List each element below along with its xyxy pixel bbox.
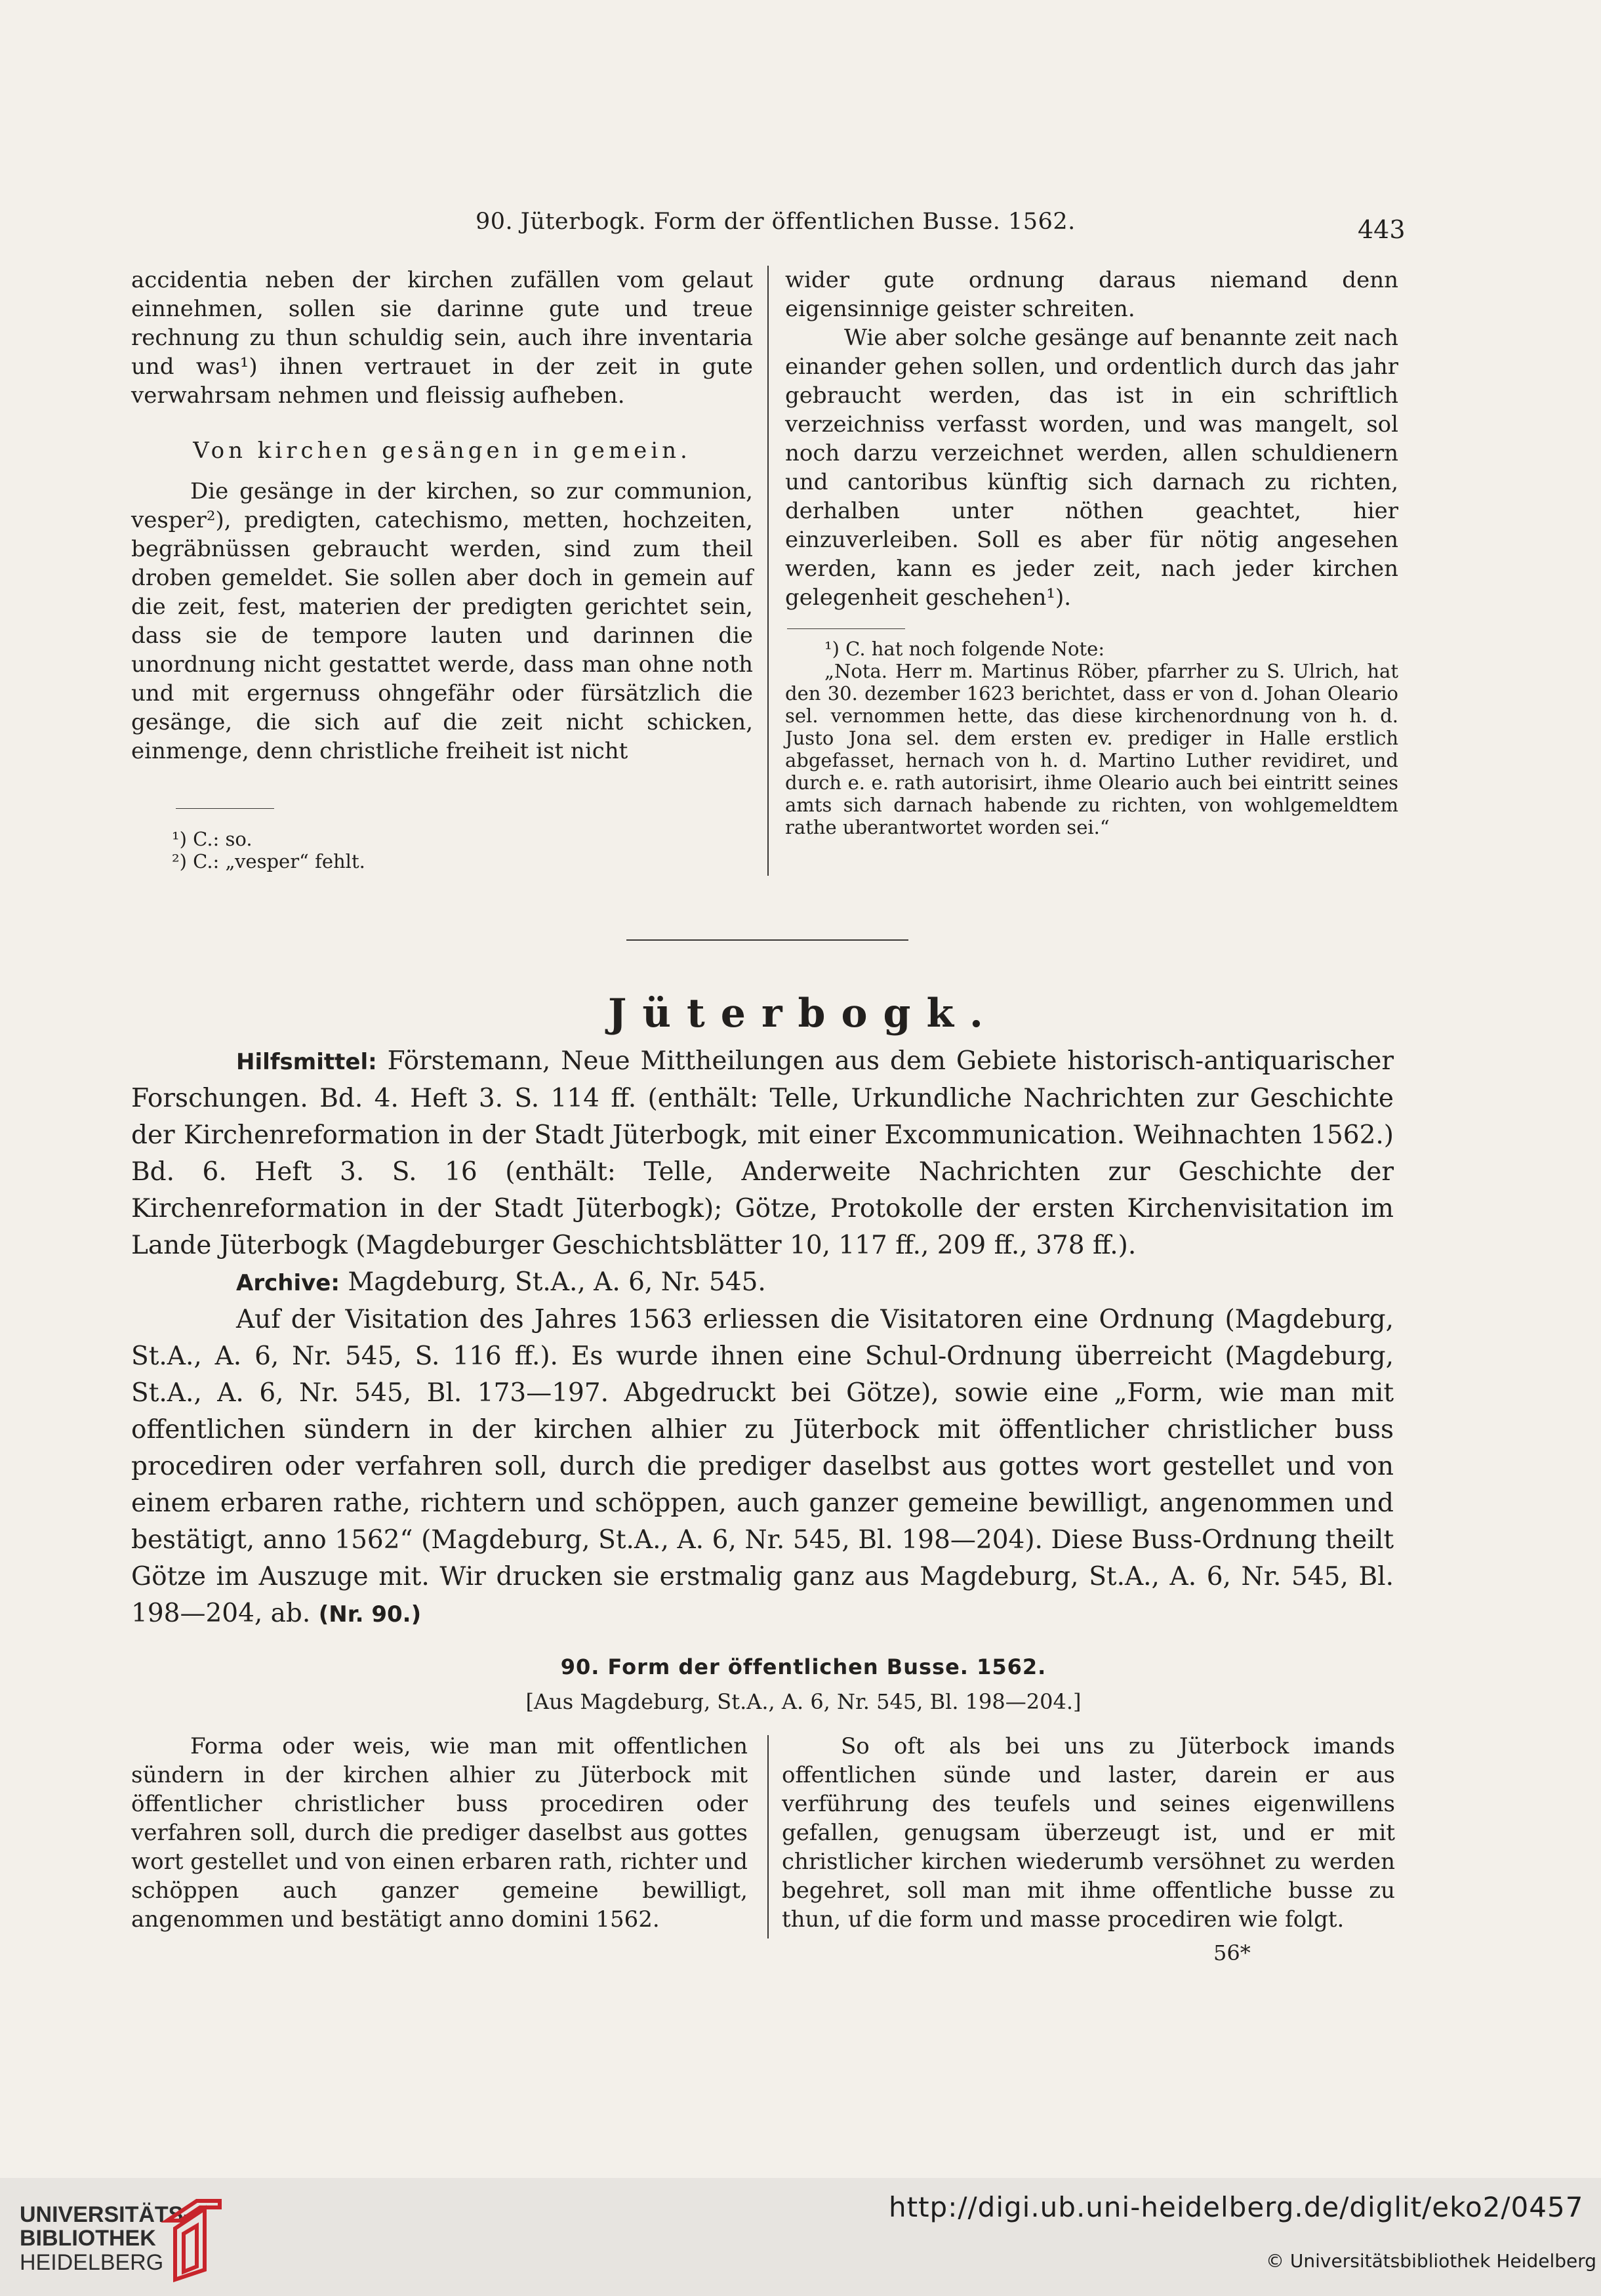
footnote-divider: [787, 628, 905, 629]
footnote: ²) C.: „vesper“ fehlt.: [172, 850, 365, 872]
library-name-line1: UNIVERSITÄTS-: [20, 2202, 191, 2227]
right-paragraph: Wie aber solche gesänge auf benannte zeit nach einander gehen sollen, und ordentlich durch das jahr gebraucht werden, das ist in ein schriftlich verzeichniss verfasst worden, und was mangelt, sol noch darzu verzeichnet werden, allen schuldienern und cantoribus künftig sich darnach zu richten, derhalben unter nöthen geachtet, hier einzuverleiben. Soll es aber für nötig angesehen werden, kann es jeder zeit, nach jeder kirchen gelegenheit geschehen¹).: [785, 325, 1398, 611]
archive-paragraph: [131, 1264, 1394, 1302]
library-logo-icon: [161, 2194, 226, 2283]
footnote-divider: [176, 808, 274, 809]
section-body: [131, 1043, 1394, 1633]
library-city: HEIDELBERG: [20, 2250, 164, 2275]
left-column: [131, 266, 753, 766]
footnote: ¹) C.: so.: [172, 828, 253, 850]
intro-paragraph: [131, 1302, 1394, 1633]
left-paragraph: accidentia neben der kirchen zufällen vom gelaut einnehmen, sollen sie darinne gute und treue rechnung zu thun schuldig sein, auch ihre inventaria und was¹) ihnen vertrauet in der zeit in gute verwahrsam nehmen und fleissig aufheben.: [131, 267, 753, 409]
left-paragraph: Die gesänge in der kirchen, so zur communion, vesper²), predigten, catechismo, metten, hochzeiten, begräbnüssen gebraucht werden, sind zum theil droben gemeldet. Sie sollen aber doch in gemein auf die zeit, fest, materien der predigten gerichtet sein, dass sie de tempore lauten und darinnen die unordnung nicht gestattet werde, dass man ohne noth und mit ergernuss ohngefähr oder fürsätzlich die gesänge, die sich auf die zeit nicht schicken, einmenge, denn christliche freiheit ist nicht: [131, 478, 753, 764]
left-footnotes: [172, 828, 749, 872]
page-number: 443: [1358, 215, 1406, 244]
document-title: 90. Form der öffentlichen Busse. 1562.: [560, 1654, 1047, 1679]
hilfsmittel-text: Förstemann, Neue Mittheilungen aus dem Gebiete historisch-antiquarischer Forschungen. Bd. 4. Heft 3. S. 114 ff. (enthält: Telle, Urkundliche Nachrichten zur Geschichte der Kirchenreformation in der Stadt Jüterbogk, mit einer Excommunication. Weihnachten 1562.) Bd. 6. Heft 3. S. 16 (enthält: Telle, Anderweite Nachrichten zur Geschichte der Kirchenreformation in der Stadt Jüterbogk); Götze, Protokolle der ersten Kirchenvisitation im Lande Jüterbogk (Magdeburger Geschichtsblätter 10, 117 ff., 209 ff., 378 ff.).: [131, 1046, 1394, 1260]
footnote: ¹) C. hat noch folgende Note:: [824, 638, 1105, 660]
footnote: „Nota. Herr m. Martinus Röber, pfarrher zu S. Ulrich, hat den 30. dezember 1623 berichtet, dass er von d. Johan Oleario sel. vernommen hette, das diese kirchenordnung von h. d. Justo Jona sel. dem ersten ev. prediger in Halle erstlich abgefasset, hernach von h. d. Martino Luther revidiret, und durch e. e. rath autorisirt, ihme Oleario auch bei eintritt seines amts sich darnach habende zu richten, von wohlgemeldtem rathe uberantwortet worden sei.“: [785, 660, 1398, 838]
document-source: [Aus Magdeburg, St.A., A. 6, Nr. 545, Bl. 198—204.]: [525, 1689, 1082, 1714]
archive-text: Magdeburg, St.A., A. 6, Nr. 545.: [348, 1267, 766, 1297]
signature-mark: 56*: [1213, 1940, 1251, 1965]
hilfsmittel-paragraph: [131, 1043, 1394, 1264]
right-footnotes: [785, 638, 1398, 838]
intro-text: Auf der Visitation des Jahres 1563 erliessen die Visitatoren eine Ordnung (Magdeburg, St.A., A. 6, Nr. 545, S. 116 ff.). Es wurde ihnen eine Schul-Ordnung überreicht (Magdeburg, St.A., A. 6, Nr. 545, Bl. 173—197. Abgedruckt bei Götze), sowie eine „Form, wie man mit offentlichen sündern in der kirchen alhier zu Jüterbock mit öffentlicher christlicher buss procediren oder verfahren soll, durch die prediger daselbst aus gottes wort gestellet und von einem erbaren rathe, richtern und schöppen, auch ganzer gemeine bewilligt, angenommen und bestätigt, anno 1562“ (Magdeburg, St.A., A. 6, Nr. 545, Bl. 198—204). Diese Buss-Ordnung theilt Götze im Auszuge mit. Wir drucken sie erstmalig ganz aus Magdeburg, St.A., A. 6, Nr. 545, Bl. 198—204, ab.: [131, 1305, 1394, 1628]
right-column: [785, 266, 1398, 612]
permalink-url[interactable]: http://digi.ub.uni-heidelberg.de/diglit/eko2/0457: [889, 2191, 1584, 2223]
library-name-line2: BIBLIOTHEK: [20, 2226, 156, 2251]
column-divider: [767, 266, 769, 876]
copyright-notice: © Universitätsbibliothek Heidelberg: [1266, 2250, 1597, 2272]
column-divider: [767, 1735, 769, 1938]
intro-ref: (Nr. 90.): [318, 1601, 422, 1628]
document-left-text: Forma oder weis, wie man mit offentlichen sündern in der kirchen alhier zu Jüterbock mit öffentlicher christlicher buss procediren oder verfahren soll, durch die prediger daselbst aus gottes wort gestellet und von einen erbaren rath, richter und schöppen auch ganzer gemeine bewilligt, angenommen und bestätigt anno domini 1562.: [131, 1733, 748, 1933]
subheading: Von kirchen gesängen in gemein.: [193, 438, 691, 464]
section-rule: [626, 939, 908, 941]
document-right-text: So oft als bei uns zu Jüterbock imands offentlichen sünde und laster, darein er aus verführung des teufels und seines eigenwillens gefallen, genugsam überzeugt ist, und er mit christlicher kirchen wiederumb versöhnet zu werden begehret, soll man mit ihme offentliche busse zu thun, uf die form und masse procediren wie folgt.: [782, 1733, 1395, 1933]
section-title: Jüterbogk.: [608, 991, 999, 1036]
running-head: 90. Jüterbogk. Form der öffentlichen Busse. 1562.: [476, 209, 1076, 235]
archive-label: Archive:: [236, 1270, 340, 1296]
viewer-footer: [0, 2178, 1601, 2296]
right-paragraph: wider gute ordnung daraus niemand denn eigensinnige geister schreiten.: [785, 267, 1398, 322]
document-right-column: [782, 1732, 1395, 1934]
document-left-column: [131, 1732, 748, 1934]
hilfsmittel-label: Hilfsmittel:: [236, 1049, 377, 1075]
